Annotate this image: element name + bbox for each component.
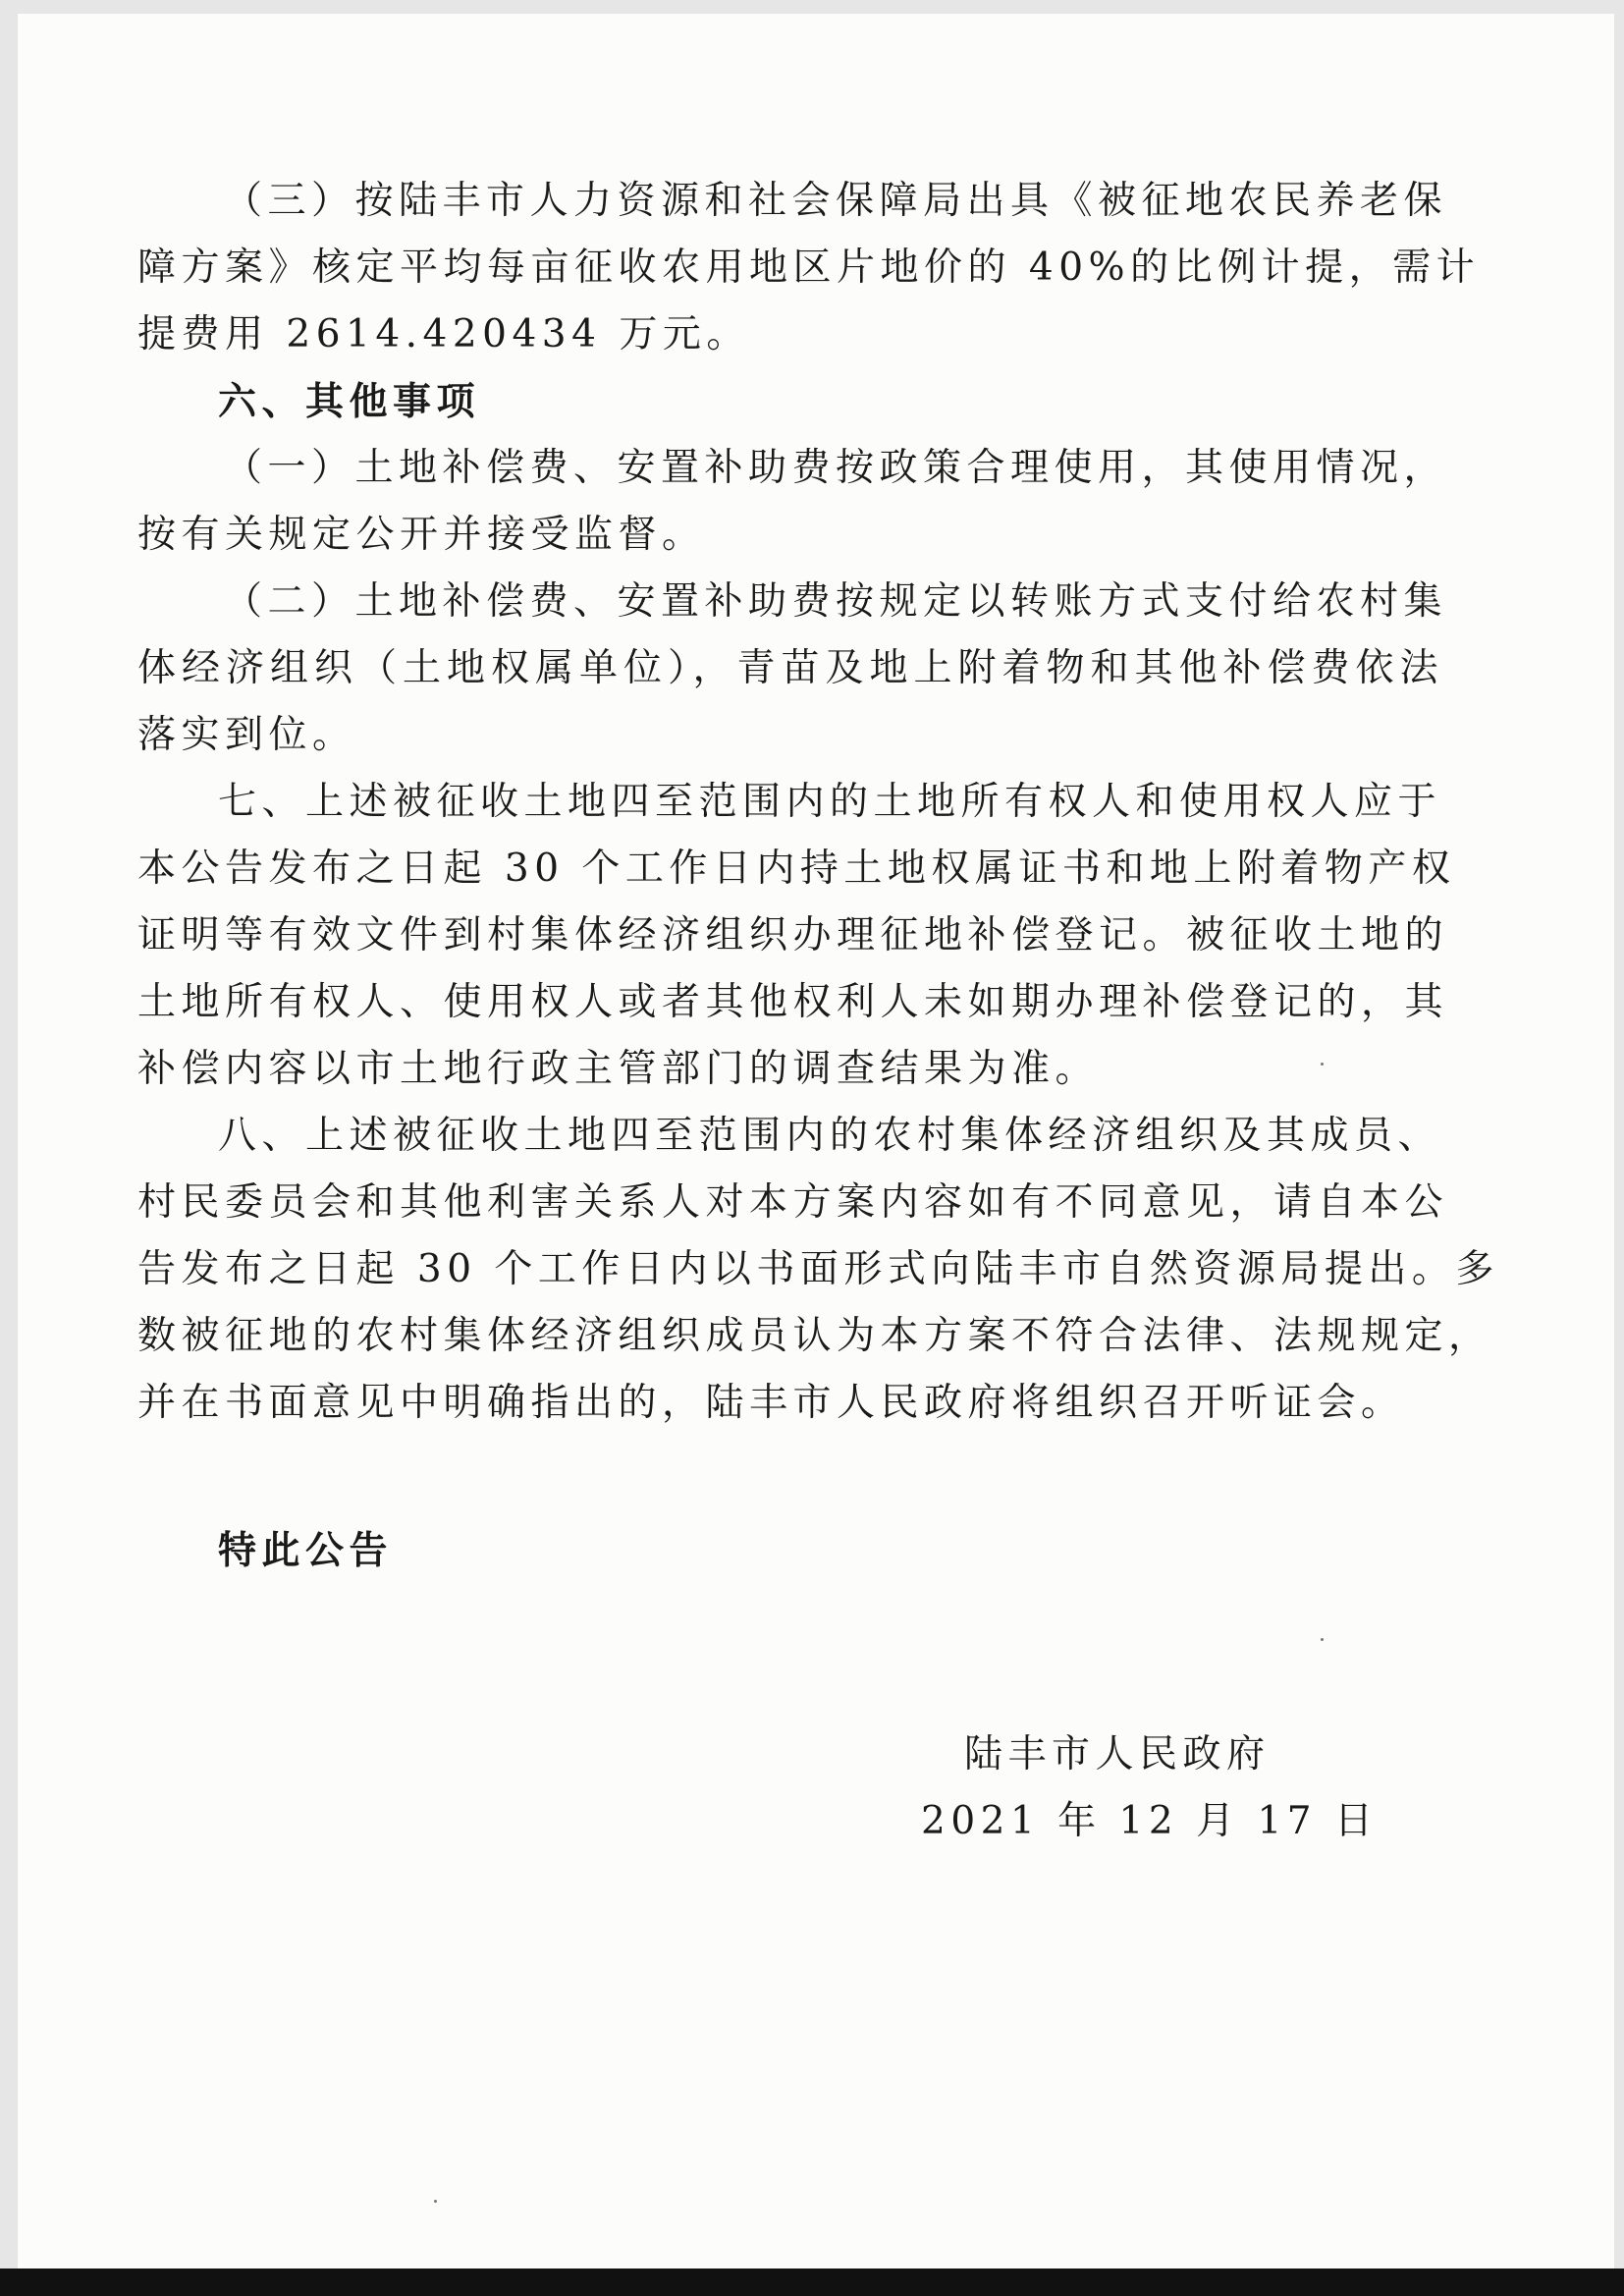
text-line: （一）土地补偿费、安置补助费按政策合理使用，其使用情况， — [224, 446, 1448, 490]
text-line: 体经济组织（土地权属单位），青苗及地上附着物和其他补偿费依法 — [137, 646, 1443, 690]
scan-bottom-border — [0, 2269, 1624, 2296]
text-line: 落实到位。 — [137, 713, 356, 757]
section-heading: 六、其他事项 — [218, 379, 481, 424]
text-line: 障方案》核定平均每亩征收农用地区片地价的 40%的比例计提，需计 — [137, 246, 1481, 290]
text-line: 数被征地的农村集体经济组织成员认为本方案不符合法律、法规规定， — [137, 1314, 1492, 1358]
issue-date: 2021 年 12 月 17 日 — [921, 1799, 1379, 1843]
text-line: 八、上述被征收土地四至范围内的农村集体经济组织及其成员、 — [218, 1114, 1442, 1158]
text-line: 按有关规定公开并接受监督。 — [137, 513, 706, 557]
scan-speck — [1321, 1638, 1324, 1641]
issuer-name: 陆丰市人民政府 — [964, 1732, 1271, 1777]
text-line: 证明等有效文件到村集体经济组织办理征地补偿登记。被征收土地的 — [137, 913, 1449, 957]
text-line: （二）土地补偿费、安置补助费按规定以转账方式支付给农村集 — [224, 579, 1448, 624]
text-line: 村民委员会和其他利害关系人对本方案内容如有不同意见，请自本公 — [137, 1180, 1449, 1225]
scan-speck — [434, 2200, 437, 2203]
closing-text: 特此公告 — [218, 1528, 394, 1573]
text-line: 提费用 2614.420434 万元。 — [137, 312, 750, 356]
text-line: （三）按陆丰市人力资源和社会保障局出具《被征地农民养老保 — [224, 179, 1448, 223]
text-line: 土地所有权人、使用权人或者其他权利人未如期办理补偿登记的，其 — [137, 980, 1449, 1024]
text-line: 补偿内容以市土地行政主管部门的调查结果为准。 — [137, 1047, 1100, 1091]
text-line: 并在书面意见中明确指出的，陆丰市人民政府将组织召开听证会。 — [137, 1381, 1405, 1425]
scan-speck — [1321, 1063, 1324, 1066]
text-line: 七、上述被征收土地四至范围内的土地所有权人和使用权人应于 — [218, 780, 1442, 824]
text-line: 本公告发布之日起 30 个工作日内持土地权属证书和地上附着物产权 — [137, 847, 1456, 891]
text-line: 告发布之日起 30 个工作日内以书面形式向陆丰市自然资源局提出。多 — [137, 1247, 1499, 1291]
